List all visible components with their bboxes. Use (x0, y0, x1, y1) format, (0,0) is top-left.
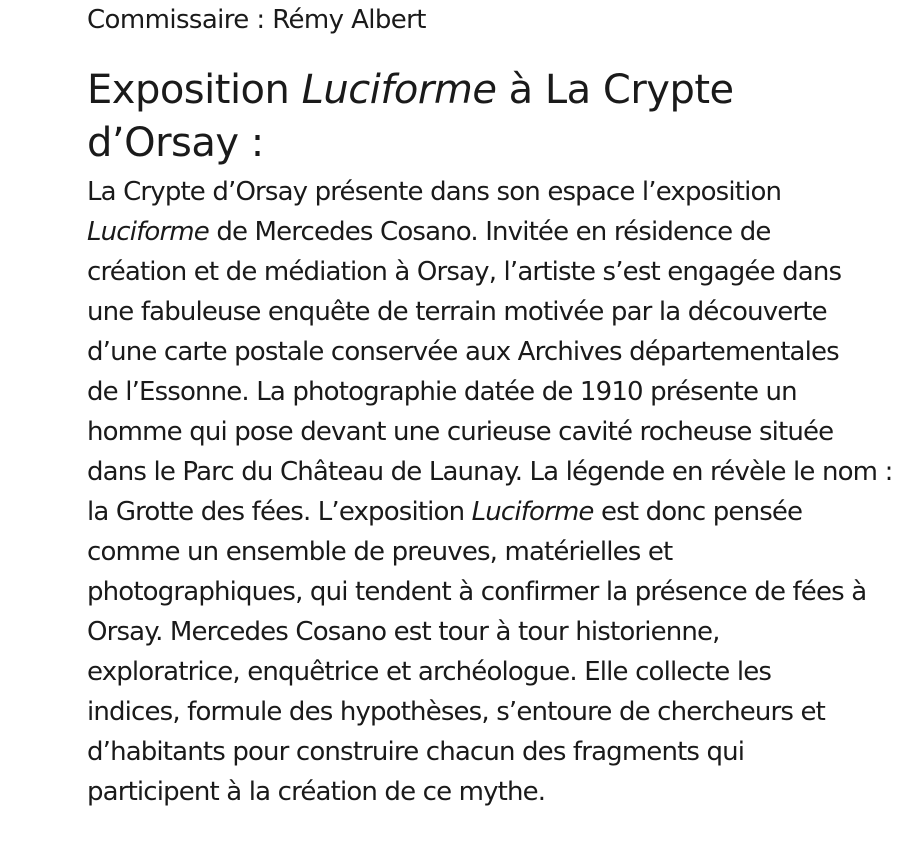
body-text: la Grotte des fées. L’exposition (87, 497, 472, 527)
body-line: La Crypte d’Orsay présente dans son espace l’exposition (87, 177, 782, 207)
body-line: homme qui pose devant une curieuse cavité rocheuse située (87, 417, 834, 447)
title-line-2: d’Orsay : (87, 120, 264, 166)
body-line (87, 212, 907, 252)
title-text: Exposition (87, 67, 302, 113)
body-text: est donc pensée (593, 497, 803, 527)
body-line: d’habitants pour construire chacun des fragments qui (87, 737, 745, 767)
body-line (87, 492, 907, 532)
page-title (87, 64, 887, 170)
body-line: dans le Parc du Château de Launay. La légende en révèle le nom : (87, 457, 893, 487)
body-line: de l’Essonne. La photographie datée de 1910 présente un (87, 377, 797, 407)
curator-credit: Commissaire : Rémy Albert (87, 5, 426, 35)
body-paragraph (87, 172, 907, 812)
exhibition-name: Luciforme (87, 217, 209, 247)
body-line: Orsay. Mercedes Cosano est tour à tour historienne, (87, 617, 720, 647)
body-line: indices, formule des hypothèses, s’entoure de chercheurs et (87, 697, 825, 727)
exhibition-name: Luciforme (471, 497, 594, 527)
body-line: comme un ensemble de preuves, matérielles et (87, 537, 673, 567)
body-line: une fabuleuse enquête de terrain motivée par la découverte (87, 297, 827, 327)
title-line-1 (87, 64, 887, 117)
body-line: participent à la création de ce mythe. (87, 777, 546, 807)
title-exhibition-name: Luciforme (301, 67, 497, 113)
body-line: photographiques, qui tendent à confirmer la présence de fées à (87, 577, 867, 607)
body-line: création et de médiation à Orsay, l’artiste s’est engagée dans (87, 257, 842, 287)
body-text: de Mercedes Cosano. Invitée en résidence de (208, 217, 771, 247)
body-line: exploratrice, enquêtrice et archéologue. Elle collecte les (87, 657, 772, 687)
body-line: d’une carte postale conservée aux Archives départementales (87, 337, 839, 367)
title-text: à La Crypte (496, 67, 734, 113)
